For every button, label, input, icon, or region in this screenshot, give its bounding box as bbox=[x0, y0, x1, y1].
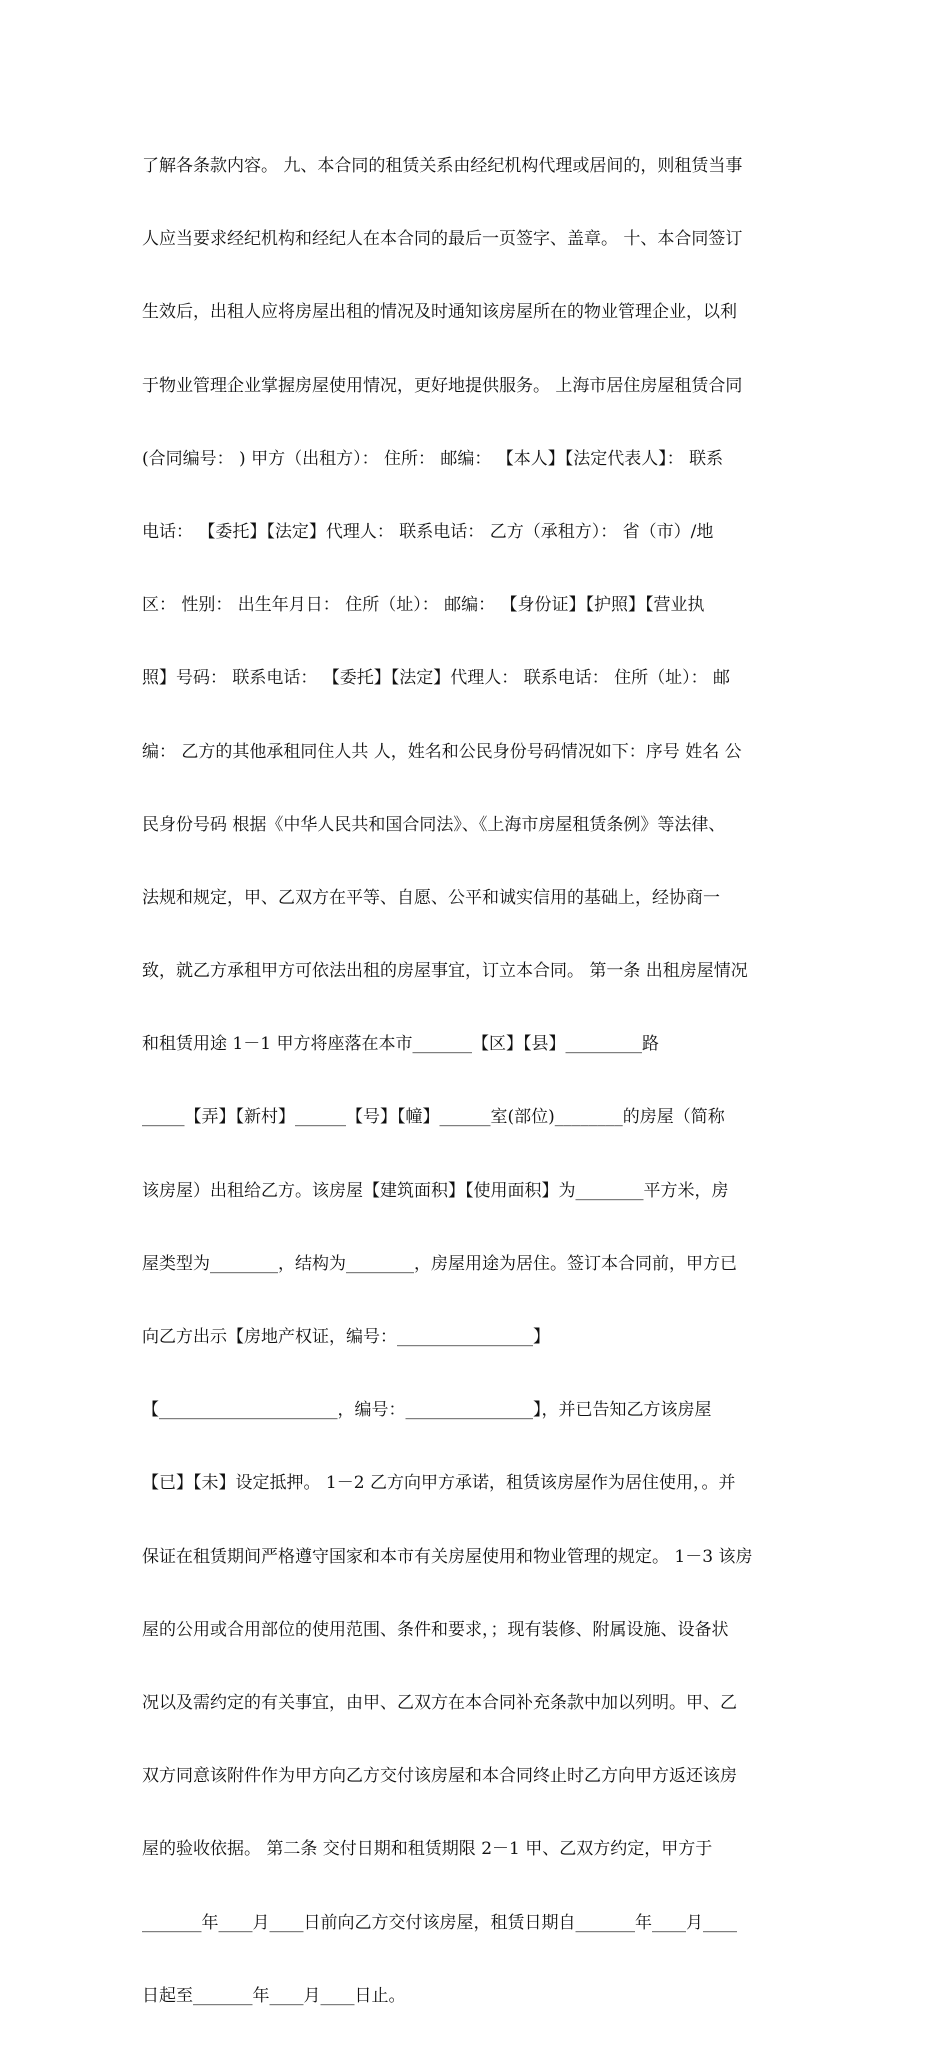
text-line-15: 该房屋）出租给乙方。该房屋【建筑面积】【使用面积】为________平方米，房 bbox=[142, 1180, 729, 1201]
text-line-22: 况以及需约定的有关事宜，由甲、乙双方在本合同补充条款中加以列明。甲、乙 bbox=[142, 1692, 737, 1713]
text-line-2: 人应当要求经纪机构和经纪人在本合同的最后一页签字、盖章。 十、本合同签订 bbox=[142, 229, 743, 250]
text-line-1: 了解各条款内容。 九、本合同的租赁关系由经纪机构代理或居间的，则租赁当事 bbox=[142, 156, 743, 176]
text-line-21: 屋的公用或合用部位的使用范围、条件和要求，；现有装修、附属设施、设备状 bbox=[142, 1619, 729, 1640]
text-line-14: _____【弄】【新村】______【号】【幢】______室(部位)________的房屋（简称 bbox=[142, 1107, 725, 1128]
text-line-25: _______年____月____日前向乙方交付该房屋，租赁日期自_______年____月____ bbox=[142, 1912, 737, 1933]
text-line-10: 民身份号码 根据《中华人民共和国合同法》、《上海市房屋租赁条例》等法律、 bbox=[142, 814, 726, 835]
text-line-19: 【已】【未】设定抵押。 1－2 乙方向甲方承诺，租赁该房屋作为居住使用，。并 bbox=[142, 1473, 736, 1494]
text-line-6: 电话： 【委托】【法定】代理人： 联系电话： 乙方（承租方）： 省（市）/地 bbox=[142, 521, 714, 542]
text-line-24: 屋的验收依据。 第二条 交付日期和租赁期限 2－1 甲、乙双方约定，甲方于 bbox=[142, 1839, 713, 1860]
text-line-9: 编： 乙方的其他承租同住人共 人，姓名和公民身份号码情况如下：序号 姓名 公 bbox=[142, 741, 742, 762]
text-line-18: 【_____________________，编号：_______________】，并已告知乙方该房屋 bbox=[142, 1400, 712, 1421]
text-line-3: 生效后，出租人应将房屋出租的情况及时通知该房屋所在的物业管理企业，以利 bbox=[142, 302, 737, 323]
text-line-26: 日起至_______年____月____日止。 bbox=[142, 1985, 406, 2006]
text-line-20: 保证在租赁期间严格遵守国家和本市有关房屋使用和物业管理的规定。 1－3 该房 bbox=[142, 1546, 753, 1567]
text-line-17: 向乙方出示【房地产权证，编号：________________】 bbox=[142, 1327, 550, 1347]
text-line-4: 于物业管理企业掌握房屋使用情况，更好地提供服务。 上海市居住房屋租赁合同 bbox=[142, 375, 743, 396]
text-line-13: 和租赁用途 1－1 甲方将座落在本市_______【区】【县】_________路 bbox=[142, 1034, 659, 1055]
text-line-5: (合同编号： ) 甲方（出租方）： 住所： 邮编： 【本人】【法定代表人】： 联系 bbox=[142, 448, 724, 469]
contract-body-text bbox=[142, 110, 822, 2053]
text-line-16: 屋类型为________，结构为________，房屋用途为居住。签订本合同前，甲方已 bbox=[142, 1253, 737, 1274]
text-line-8: 照】号码： 联系电话： 【委托】【法定】代理人： 联系电话： 住所（址）： 邮 bbox=[142, 668, 731, 689]
text-line-11: 法规和规定，甲、乙双方在平等、自愿、公平和诚实信用的基础上，经协商一 bbox=[142, 887, 720, 908]
text-line-12: 致，就乙方承租甲方可依法出租的房屋事宜，订立本合同。 第一条 出租房屋情况 bbox=[142, 961, 748, 982]
text-line-7: 区： 性别： 出生年月日： 住所（址）： 邮编： 【身份证】【护照】【营业执 bbox=[142, 595, 705, 616]
text-line-23: 双方同意该附件作为甲方向乙方交付该房屋和本合同终止时乙方向甲方返还该房 bbox=[142, 1766, 737, 1787]
